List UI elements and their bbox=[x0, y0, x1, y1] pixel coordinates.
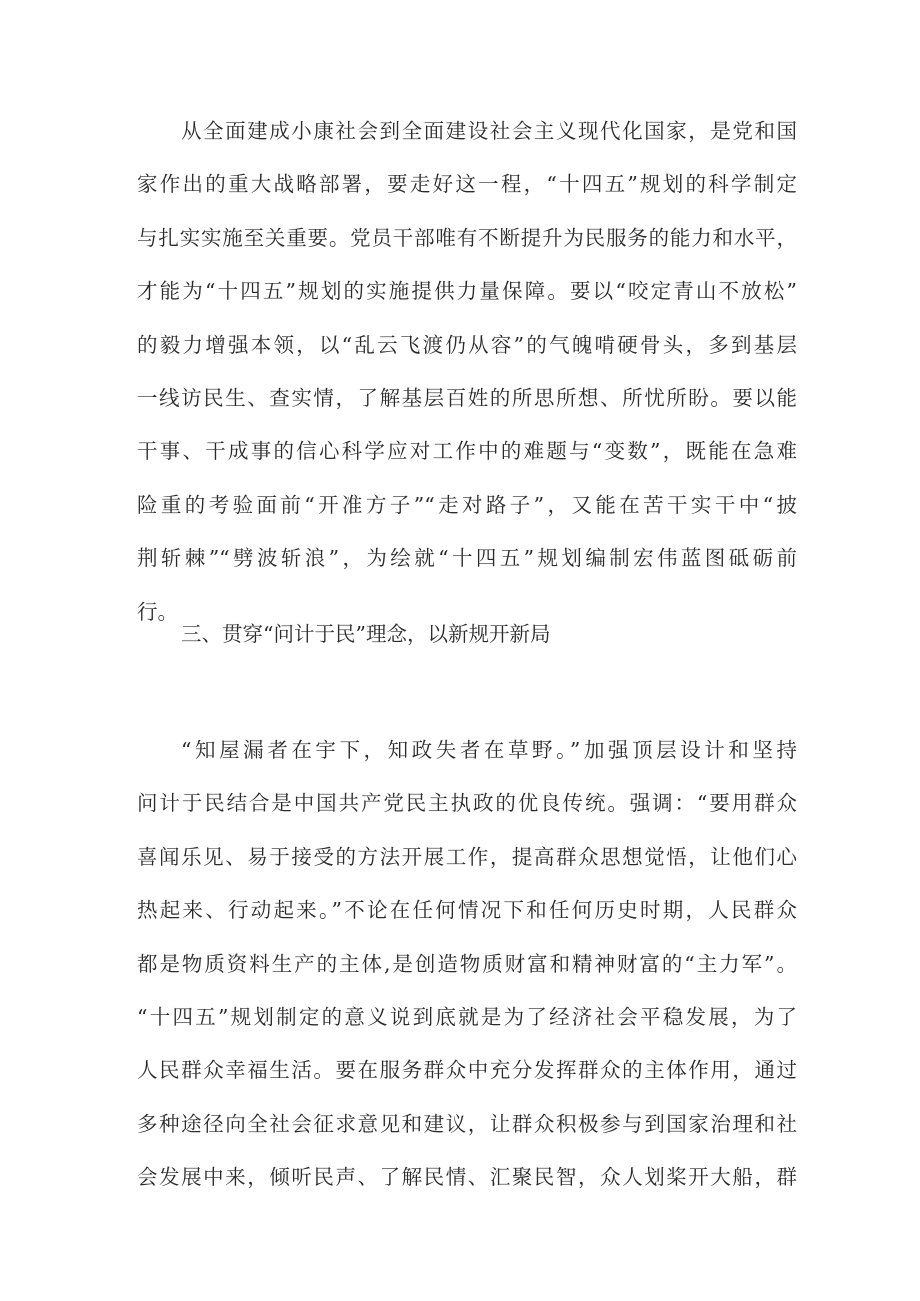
paragraph-line: 一线访民生、查实情，了解基层百姓的所思所想、所忧所盼。要以能 bbox=[137, 385, 797, 410]
paragraph-line: 与扎实实施至关重要。党员干部唯有不断提升为民服务的能力和水平， bbox=[137, 225, 797, 250]
paragraph-line: 从全面建成小康社会到全面建设社会主义现代化国家，是党和国 bbox=[181, 119, 797, 143]
paragraph-line: 荆斩棘”“劈波斩浪”，为绘就“十四五”规划编制宏伟蓝图砥砺前 bbox=[137, 546, 797, 571]
section-heading-text: 三、贯穿“问计于民”理念，以新规开新局 bbox=[181, 622, 551, 646]
paragraph-line: 家作出的重大战略部署，要走好这一程，“十四五”规划的科学制定 bbox=[137, 172, 797, 197]
paragraph-line: “十四五”规划制定的意义说到底就是为了经济社会平稳发展，为了 bbox=[137, 1004, 797, 1029]
paragraph-1 bbox=[137, 105, 797, 639]
paragraph-line: 的毅力增强本领，以“乱云飞渡仍从容”的气魄啃硬骨头，多到基层 bbox=[137, 332, 797, 357]
paragraph-line: “知屋漏者在宇下，知政失者在草野。”加强顶层设计和坚持 bbox=[181, 738, 797, 762]
paragraph-line: 热起来、行动起来。”不论在任何情况下和任何历史时期，人民群众 bbox=[137, 898, 797, 923]
paragraph-line: 干事、干成事的信心科学应对工作中的难题与“变数”，既能在急难 bbox=[137, 439, 797, 464]
paragraph-line: 行。 bbox=[137, 599, 178, 624]
paragraph-line: 会发展中来，倾听民声、了解民情、汇聚民智，众人划桨开大船，群 bbox=[137, 1165, 797, 1190]
paragraph-line: 险重的考验面前“开准方子”“走对路子”，又能在苦干实干中“披 bbox=[137, 492, 797, 517]
paragraph-line: 喜闻乐见、易于接受的方法开展工作，提高群众思想觉悟，让他们心 bbox=[137, 844, 797, 869]
paragraph-line: 多种途径向全社会征求意见和建议，让群众积极参与到国家治理和社 bbox=[137, 1111, 797, 1136]
paragraph-line: 人民群众幸福生活。要在服务群众中充分发挥群众的主体作用，通过 bbox=[137, 1058, 797, 1083]
paragraph-2 bbox=[137, 724, 797, 1205]
section-heading bbox=[137, 608, 797, 661]
paragraph-line: 问计于民结合是中国共产党民主执政的优良传统。强调：“要用群众 bbox=[137, 791, 797, 816]
paragraph-line: 才能为“十四五”规划的实施提供力量保障。要以“咬定青山不放松” bbox=[137, 279, 797, 304]
paragraph-line: 都是物质资料生产的主体,是创造物质财富和精神财富的“主力军”。 bbox=[137, 951, 797, 976]
